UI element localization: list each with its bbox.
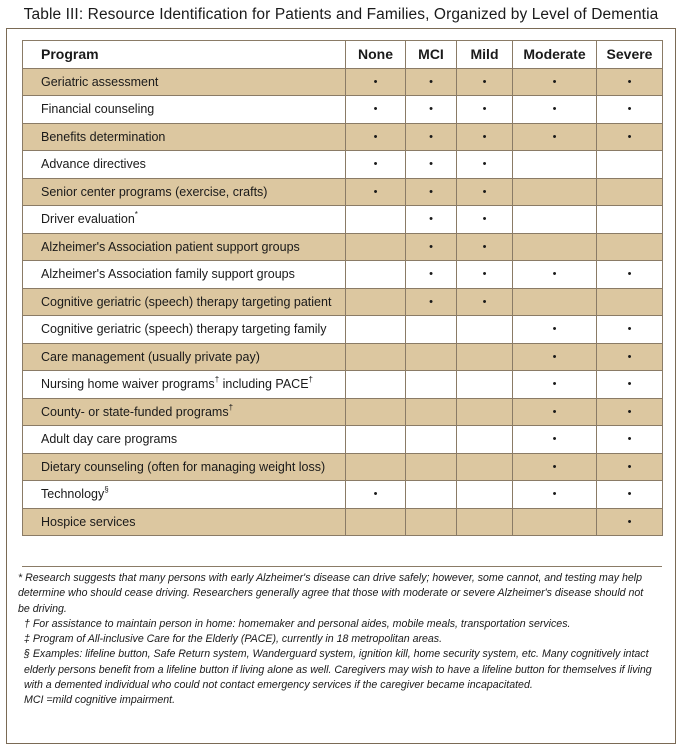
footnote-technology: § Examples: lifeline button, Safe Return system, Wanderguard system, ignition kill, home security system, etc. Many cognitively intact elderly persons benefit from a lifeline button if living alone as well. Caregivers may wish to have a lifeline button for themselves if living with a demented individual who could not contact emergency services if the caregiver became incapacitated. bbox=[24, 648, 652, 692]
cell-severe: • bbox=[597, 123, 663, 151]
program-name: County- or state-funded programs† bbox=[23, 398, 346, 426]
table-row bbox=[23, 371, 663, 399]
cell-severe bbox=[597, 233, 663, 261]
footnotes bbox=[18, 571, 656, 709]
cell-none: • bbox=[346, 123, 406, 151]
table-row bbox=[23, 178, 663, 206]
cell-none: • bbox=[346, 68, 406, 96]
program-name: Advance directives bbox=[23, 151, 346, 179]
cell-moderate: • bbox=[513, 123, 597, 151]
cell-severe: • bbox=[597, 96, 663, 124]
cell-moderate: • bbox=[513, 68, 597, 96]
cell-mild bbox=[457, 453, 513, 481]
resource-table bbox=[22, 40, 663, 536]
cell-mci bbox=[406, 343, 457, 371]
cell-mci: • bbox=[406, 68, 457, 96]
table-row bbox=[23, 123, 663, 151]
cell-none bbox=[346, 508, 406, 536]
cell-mci bbox=[406, 453, 457, 481]
table-row bbox=[23, 508, 663, 536]
table-row bbox=[23, 96, 663, 124]
column-header-program: Program bbox=[23, 41, 346, 69]
program-name: Dietary counseling (often for managing weight loss) bbox=[23, 453, 346, 481]
table-row bbox=[23, 426, 663, 454]
footnote-marker: † bbox=[308, 375, 313, 385]
footnote-mci: MCI =mild cognitive impairment. bbox=[24, 694, 176, 707]
cell-mild: • bbox=[457, 123, 513, 151]
cell-mci: • bbox=[406, 233, 457, 261]
footnote-home-assistance: † For assistance to maintain person in home: homemaker and personal aides, mobile meals, transportation services. bbox=[24, 617, 571, 630]
footnote-marker: * bbox=[134, 210, 138, 220]
cell-moderate bbox=[513, 151, 597, 179]
cell-moderate: • bbox=[513, 453, 597, 481]
cell-none bbox=[346, 453, 406, 481]
cell-none: • bbox=[346, 178, 406, 206]
cell-none bbox=[346, 288, 406, 316]
table-row bbox=[23, 206, 663, 234]
table-row bbox=[23, 453, 663, 481]
cell-severe bbox=[597, 206, 663, 234]
cell-moderate: • bbox=[513, 371, 597, 399]
cell-severe: • bbox=[597, 261, 663, 289]
program-name: Adult day care programs bbox=[23, 426, 346, 454]
cell-severe: • bbox=[597, 426, 663, 454]
program-name: Financial counseling bbox=[23, 96, 346, 124]
cell-severe bbox=[597, 151, 663, 179]
cell-mild bbox=[457, 371, 513, 399]
cell-moderate: • bbox=[513, 343, 597, 371]
cell-severe: • bbox=[597, 398, 663, 426]
cell-mild bbox=[457, 398, 513, 426]
column-header-none: None bbox=[346, 41, 406, 69]
header-row bbox=[23, 41, 663, 69]
cell-mild: • bbox=[457, 151, 513, 179]
cell-none bbox=[346, 371, 406, 399]
cell-severe: • bbox=[597, 343, 663, 371]
cell-none bbox=[346, 398, 406, 426]
column-header-severe: Severe bbox=[597, 41, 663, 69]
program-name: Senior center programs (exercise, crafts) bbox=[23, 178, 346, 206]
cell-none bbox=[346, 206, 406, 234]
cell-mci: • bbox=[406, 288, 457, 316]
cell-mild: • bbox=[457, 288, 513, 316]
cell-none: • bbox=[346, 96, 406, 124]
footnote-marker: † bbox=[228, 402, 234, 412]
cell-mild: • bbox=[457, 178, 513, 206]
cell-moderate bbox=[513, 206, 597, 234]
cell-mild: • bbox=[457, 68, 513, 96]
table-row bbox=[23, 233, 663, 261]
cell-mci: • bbox=[406, 123, 457, 151]
cell-moderate bbox=[513, 178, 597, 206]
table-body bbox=[23, 68, 663, 536]
table-row bbox=[23, 288, 663, 316]
cell-mild: • bbox=[457, 96, 513, 124]
cell-mci: • bbox=[406, 178, 457, 206]
table-row bbox=[23, 261, 663, 289]
cell-none bbox=[346, 316, 406, 344]
footnote-marker: § bbox=[104, 485, 109, 495]
cell-mci bbox=[406, 371, 457, 399]
cell-none bbox=[346, 343, 406, 371]
program-name: Geriatric assessment bbox=[23, 68, 346, 96]
program-name: Alzheimer's Association patient support groups bbox=[23, 233, 346, 261]
cell-none: • bbox=[346, 151, 406, 179]
cell-none bbox=[346, 261, 406, 289]
column-header-mild: Mild bbox=[457, 41, 513, 69]
footnote-divider bbox=[22, 566, 662, 567]
cell-severe: • bbox=[597, 68, 663, 96]
cell-mci bbox=[406, 426, 457, 454]
footnote-marker: † bbox=[214, 375, 220, 385]
table-row bbox=[23, 151, 663, 179]
table-row bbox=[23, 343, 663, 371]
program-name: Cognitive geriatric (speech) therapy targeting family bbox=[23, 316, 346, 344]
cell-none: • bbox=[346, 481, 406, 509]
cell-mci bbox=[406, 508, 457, 536]
table-title: Table III: Resource Identification for Patients and Families, Organized by Level of Dementia bbox=[23, 6, 659, 23]
cell-mild: • bbox=[457, 233, 513, 261]
program-name: Cognitive geriatric (speech) therapy targeting patient bbox=[23, 288, 346, 316]
program-name: Technology§ bbox=[23, 481, 346, 509]
table-row bbox=[23, 316, 663, 344]
cell-none bbox=[346, 426, 406, 454]
cell-moderate: • bbox=[513, 398, 597, 426]
cell-moderate bbox=[513, 233, 597, 261]
program-name: Alzheimer's Association family support groups bbox=[23, 261, 346, 289]
cell-mild bbox=[457, 481, 513, 509]
cell-severe bbox=[597, 288, 663, 316]
cell-mci: • bbox=[406, 206, 457, 234]
cell-moderate: • bbox=[513, 96, 597, 124]
cell-mci: • bbox=[406, 96, 457, 124]
cell-moderate: • bbox=[513, 481, 597, 509]
cell-severe: • bbox=[597, 481, 663, 509]
cell-severe: • bbox=[597, 508, 663, 536]
cell-severe: • bbox=[597, 316, 663, 344]
program-name: Care management (usually private pay) bbox=[23, 343, 346, 371]
cell-none bbox=[346, 233, 406, 261]
cell-moderate: • bbox=[513, 426, 597, 454]
table-row bbox=[23, 68, 663, 96]
cell-mci: • bbox=[406, 151, 457, 179]
program-name: Nursing home waiver programs† including PACE† bbox=[23, 371, 346, 399]
cell-severe: • bbox=[597, 453, 663, 481]
footnote-driving: * Research suggests that many persons with early Alzheimer's disease can drive safely; however, some cannot, and testing may help determine who should cease driving. Researchers generally agree that those with moderate or severe Alzheimer's disease should not be driving. bbox=[18, 572, 644, 615]
column-header-mci: MCI bbox=[406, 41, 457, 69]
program-name: Driver evaluation* bbox=[23, 206, 346, 234]
cell-moderate bbox=[513, 508, 597, 536]
cell-severe: • bbox=[597, 371, 663, 399]
cell-mci bbox=[406, 481, 457, 509]
cell-severe bbox=[597, 178, 663, 206]
cell-moderate: • bbox=[513, 316, 597, 344]
program-name: Hospice services bbox=[23, 508, 346, 536]
program-name: Benefits determination bbox=[23, 123, 346, 151]
footnote-pace: ‡ Program of All-inclusive Care for the Elderly (PACE), currently in 18 metropolitan areas. bbox=[24, 633, 443, 646]
cell-mild bbox=[457, 508, 513, 536]
cell-mci: • bbox=[406, 261, 457, 289]
cell-moderate: • bbox=[513, 261, 597, 289]
cell-mci bbox=[406, 316, 457, 344]
table-row bbox=[23, 398, 663, 426]
cell-mild bbox=[457, 316, 513, 344]
cell-mild: • bbox=[457, 261, 513, 289]
cell-mild bbox=[457, 343, 513, 371]
cell-mild: • bbox=[457, 206, 513, 234]
cell-moderate bbox=[513, 288, 597, 316]
cell-mci bbox=[406, 398, 457, 426]
cell-mild bbox=[457, 426, 513, 454]
column-header-moderate: Moderate bbox=[513, 41, 597, 69]
table-row bbox=[23, 481, 663, 509]
